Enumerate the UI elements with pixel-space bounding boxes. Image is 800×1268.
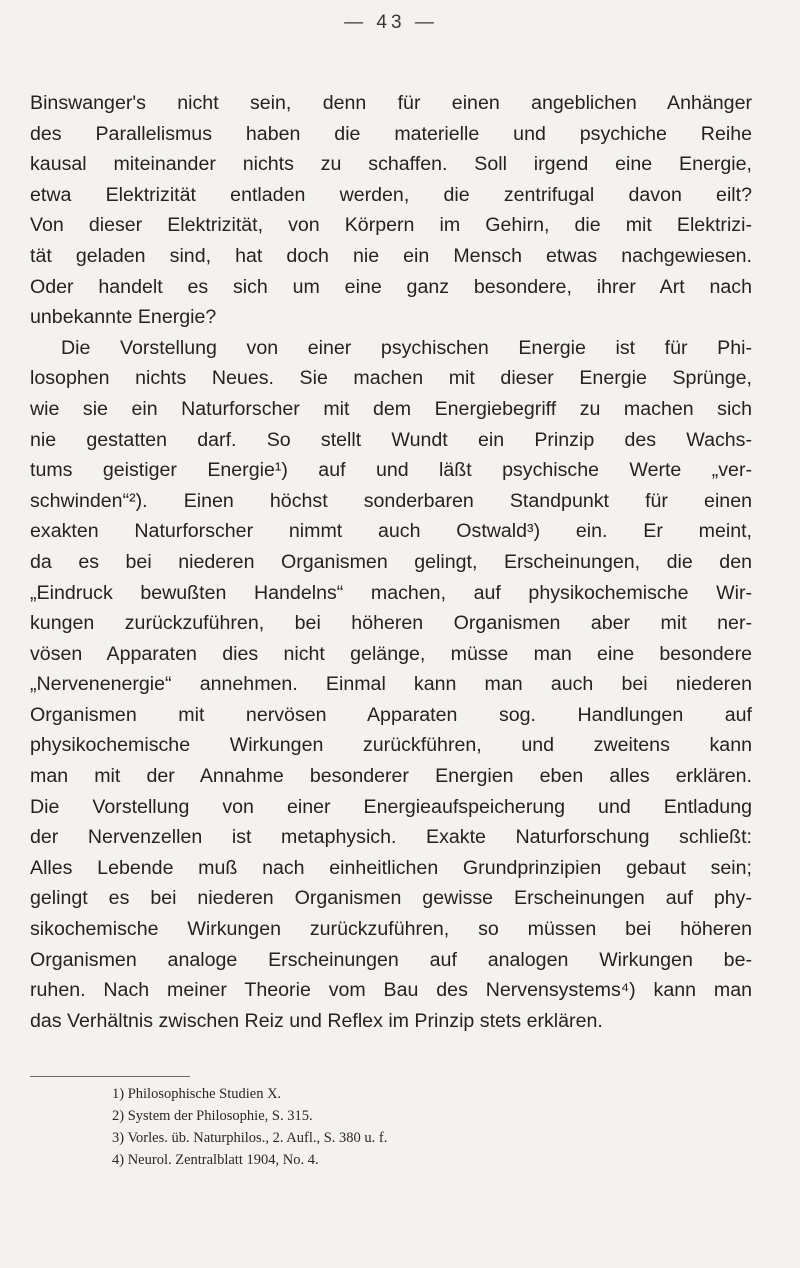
text-line: Von dieser Elektrizität, von Körpern im Gehirn, die mit Elektrizi- — [30, 214, 752, 237]
text-line: schwinden“²). Einen höchst sonderbaren Standpunkt für einen — [30, 489, 752, 512]
text-line: losophen nichts Neues. Sie machen mit dieser Energie Sprünge, — [30, 367, 752, 390]
text-line: da es bei niederen Organismen gelingt, Erscheinungen, die den — [30, 550, 752, 573]
text-line: Oder handelt es sich um eine ganz besondere, ihrer Art nach — [30, 275, 752, 298]
text-line: nie gestatten darf. So stellt Wundt ein Prinzip des Wachs- — [30, 428, 752, 451]
footnote-divider — [30, 1076, 190, 1077]
footnote-3: 3) Vorles. üb. Naturphilos., 2. Aufl., S. 380 u. f. — [112, 1130, 388, 1146]
text-line: physikochemische Wirkungen zurückführen, und zweitens kann — [30, 734, 752, 757]
text-line: kungen zurückzuführen, bei höheren Organismen aber mit ner- — [30, 612, 752, 635]
text-line: der Nervenzellen ist metaphysich. Exakte Naturforschung schließt: — [30, 826, 752, 849]
text-line: „Eindruck bewußten Handelns“ machen, auf physikochemische Wir- — [30, 581, 752, 604]
text-line: etwa Elektrizität entladen werden, die zentrifugal davon eilt? — [30, 183, 752, 206]
text-line: kausal miteinander nichts zu schaffen. Soll irgend eine Energie, — [30, 153, 752, 176]
text-line: Alles Lebende muß nach einheitlichen Grundprinzipien gebaut sein; — [30, 856, 752, 879]
text-line: tums geistiger Energie¹) auf und läßt psychische Werte „ver- — [30, 459, 752, 482]
footnote-4: 4) Neurol. Zentralblatt 1904, No. 4. — [112, 1152, 319, 1168]
text-line: vösen Apparaten dies nicht gelänge, müsse man eine besondere — [30, 642, 752, 665]
footnotes — [112, 1083, 387, 1171]
text-line: sikochemische Wirkungen zurückzuführen, so müssen bei höheren — [30, 918, 752, 941]
text-line: tät geladen sind, hat doch nie ein Mensch etwas nachgewiesen. — [30, 244, 752, 267]
text-line: man mit der Annahme besonderer Energien eben alles erklären. — [30, 765, 752, 788]
text-line: Die Vorstellung von einer Energieaufspeicherung und Entladung — [30, 795, 752, 818]
footnote-2: 2) System der Philosophie, S. 315. — [112, 1108, 313, 1124]
text-line: des Parallelismus haben die materielle und psychiche Reihe — [30, 122, 752, 145]
text-line: exakten Naturforscher nimmt auch Ostwald³) ein. Er meint, — [30, 520, 752, 543]
book-page — [30, 0, 752, 1268]
text-line: Organismen mit nervösen Apparaten sog. Handlungen auf — [30, 703, 752, 726]
text-line: gelingt es bei niederen Organismen gewisse Erscheinungen auf phy- — [30, 887, 752, 910]
text-line: ruhen. Nach meiner Theorie vom Bau des Nervensystems⁴) kann man — [30, 979, 752, 1002]
text-line: „Nervenenergie“ annehmen. Einmal kann man auch bei niederen — [30, 673, 752, 696]
text-line: Die Vorstellung von einer psychischen Energie ist für Phi- — [61, 336, 752, 359]
page-number: — 43 — — [344, 12, 438, 33]
footnote-1: 1) Philosophische Studien X. — [112, 1086, 282, 1102]
text-line: das Verhältnis zwischen Reiz und Reflex im Prinzip stets erklären. — [30, 1009, 603, 1032]
text-line: unbekannte Energie? — [30, 306, 217, 329]
text-line: wie sie ein Naturforscher mit dem Energiebegriff zu machen sich — [30, 397, 752, 420]
text-line: Binswanger's nicht sein, denn für einen angeblichen Anhänger — [30, 92, 752, 114]
text-line: Organismen analoge Erscheinungen auf analogen Wirkungen be- — [30, 948, 752, 971]
body-text — [30, 88, 752, 1036]
